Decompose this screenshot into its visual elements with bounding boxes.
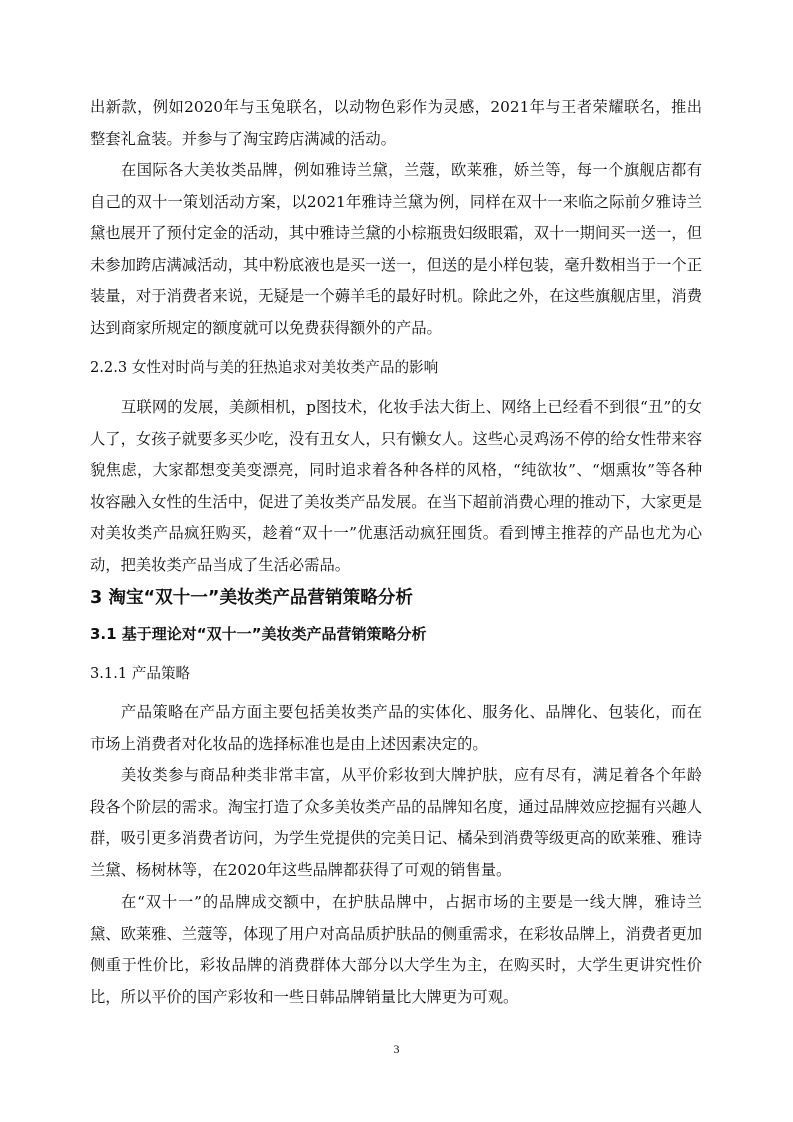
paragraph-product-strategy: 产品策略在产品方面主要包括美妆类产品的实体化、服务化、品牌化、包装化，而在市场上消费者对化妆品的选择标准也是由上述因素决定的。 — [90, 703, 702, 753]
paragraph-international-brands: 在国际各大美妆类品牌，例如雅诗兰黛，兰蔻，欧莱雅，娇兰等，每一个旗舰店都有自己的双十一策划活动方案，以2021年雅诗兰黛为例，同样在双十一来临之际前夕雅诗兰黛也展开了预付定金的活动，其中雅诗兰黛的小棕瓶贵妇级眼霜，双十一期间买一送一，但未参加跨店满减活动，其中粉底液也是买一送一，但送的是小样包装，毫升数相当于一个正装量，对于消费者来说，无疑是一个薅羊毛的最好时机。除此之外，在这些旗舰店里，消费达到商家所规定的额度就可以免费获得额外的产品。 — [90, 161, 702, 337]
paragraph-product-variety: 美妆类参与商品种类非常丰富，从平价彩妆到大牌护肤，应有尽有，满足着各个年龄段各个阶层的需求。淘宝打造了众多美妆类产品的品牌知名度，通过品牌效应挖掘有兴趣人群，吸引更多消费者访问，为学生党提供的完美日记、橘朵到消费等级更高的欧莱雅、雅诗兰黛、杨树林等，在2020年这些品牌都获得了可观的销售量。 — [90, 766, 702, 879]
paragraph-continuation: 出新款，例如2020年与玉兔联名，以动物色彩作为灵感，2021年与王者荣耀联名，推出整套礼盒装。并参与了淘宝跨店满减的活动。 — [90, 98, 702, 148]
page-number: 3 — [393, 1042, 400, 1056]
heading-section-3: 3 淘宝“双十一”美妆类产品营销策略分析 — [90, 588, 413, 608]
paragraph-brand-sales: 在“双十一”的品牌成交额中，在护肤品牌中，占据市场的主要是一线大牌，雅诗兰黛、欧莱雅、兰蔻等，体现了用户对高品质护肤品的侧重需求，在彩妆品牌上，消费者更加侧重于性价比，彩妆品牌的消费群体大部分以大学生为主，在购买时，大学生更讲究性价比，所以平价的国产彩妆和一些日韩品牌销量比大牌更为可观。 — [90, 893, 702, 1006]
paragraph-fashion-pursuit: 互联网的发展，美颜相机，p图技术，化妆手法大街上、网络上已经看不到很“丑”的女人了，女孩子就要多买少吃，没有丑女人，只有懒女人。这些心灵鸡汤不停的给女性带来容貌焦虑，大家都想变美变漂亮，同时追求着各种各样的风格，“纯欲妆”、“烟熏妆”等各种妆容融入女性的生活中，促进了美妆类产品发展。在当下超前消费心理的推动下，大家更是对美妆类产品疯狂购买，趁着“双十一”优惠活动疯狂囤货。看到博主推荐的产品也尤为心动，把美妆类产品当成了生活必需品。 — [90, 398, 702, 574]
heading-3-1: 3.1 基于理论对“双十一”美妆类产品营销策略分析 — [90, 625, 427, 643]
heading-3-1-1: 3.1.1 产品策略 — [90, 665, 191, 682]
heading-2-2-3: 2.2.3 女性对时尚与美的狂热追求对美妆类产品的影响 — [90, 359, 439, 376]
